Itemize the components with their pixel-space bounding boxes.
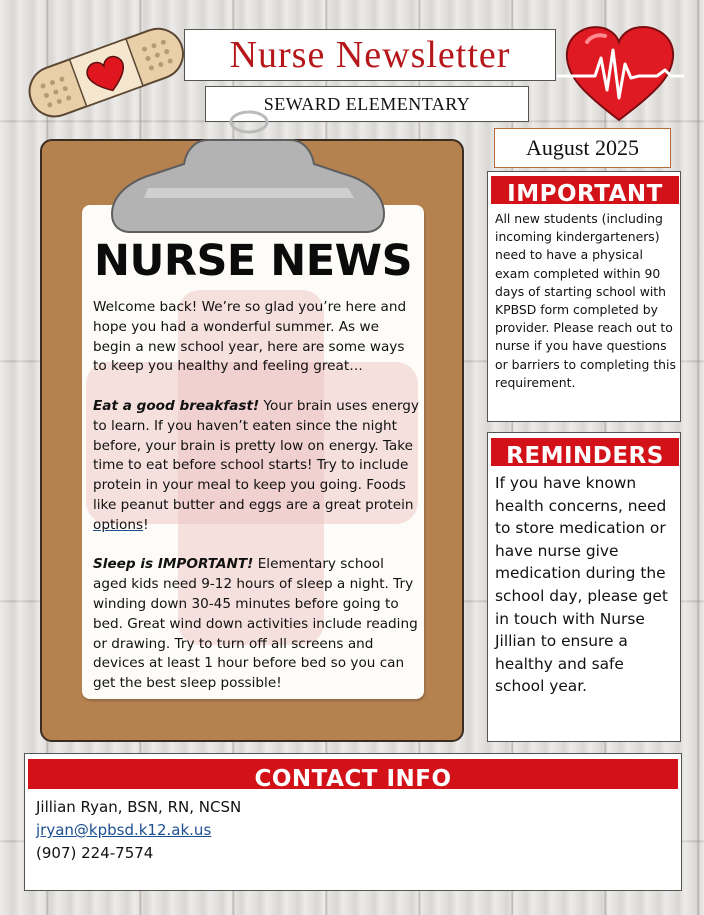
important-heading: IMPORTANT — [491, 176, 679, 204]
intro-paragraph: Welcome back! We’re so glad you’re here and hope you had a wonderful summer. As we begin a new school year, here are some ways to keep you healthy and feeling great… — [93, 299, 407, 375]
newsletter-title-box — [184, 29, 556, 81]
contact-lines — [25, 789, 681, 865]
date-box — [494, 128, 671, 168]
important-panel — [487, 171, 681, 422]
breakfast-lead: Eat a good breakfast! — [93, 397, 260, 414]
sleep-body: Elementary school aged kids need 9-12 hours of sleep a night. Try winding down 30-45 minutes before going to bed. Great wind down activities include reading or drawing. Try to turn off all screens and devices at least 1 hour before bed so you can get the best sleep possible! — [93, 556, 418, 692]
clipboard-clip-icon — [108, 82, 390, 234]
contact-name: Jillian Ryan, BSN, RN, NCSN — [36, 798, 242, 816]
reminders-panel — [487, 432, 681, 742]
important-text: All new students (including incoming kindergarteners) need to have a physical exam completed within 90 days of starting school with KPBSD form completed by provider. Please reach out to nurse if you have questions or barriers to completing this requirement. — [495, 211, 676, 390]
breakfast-body: Your brain uses energy to learn. If you haven’t eaten since the night before, your brain is pretty low on energy. Take time to eat before school starts! Try to include protein in your meal to keep you going. Foods like peanut butter and eggs are a great protein — [93, 397, 419, 513]
school-name: SEWARD ELEMENTARY — [263, 93, 471, 114]
contact-panel — [24, 753, 682, 891]
options-link[interactable]: options — [93, 516, 144, 533]
contact-heading: CONTACT INFO — [28, 759, 678, 789]
sleep-paragraph — [93, 555, 419, 694]
nurse-news-heading: NURSE NEWS — [93, 236, 413, 286]
newsletter-title: Nurse Newsletter — [229, 34, 511, 76]
heartbeat-heart-icon — [557, 20, 687, 124]
contact-phone: (907) 224-7574 — [36, 844, 154, 862]
contact-email-link[interactable]: jryan@kpbsd.k12.ak.us — [36, 821, 212, 839]
sleep-lead: Sleep is IMPORTANT! — [93, 556, 254, 573]
breakfast-paragraph — [93, 397, 419, 536]
issue-date: August 2025 — [525, 135, 640, 160]
nurse-news-body — [93, 298, 419, 714]
reminders-text: If you have known health concerns, need to store medication or have nurse give medication during the school day, please get in touch with Nurse Jillian to ensure a healthy and safe school year. — [495, 474, 668, 696]
breakfast-end: ! — [143, 516, 149, 533]
reminders-heading: REMINDERS — [491, 438, 679, 466]
